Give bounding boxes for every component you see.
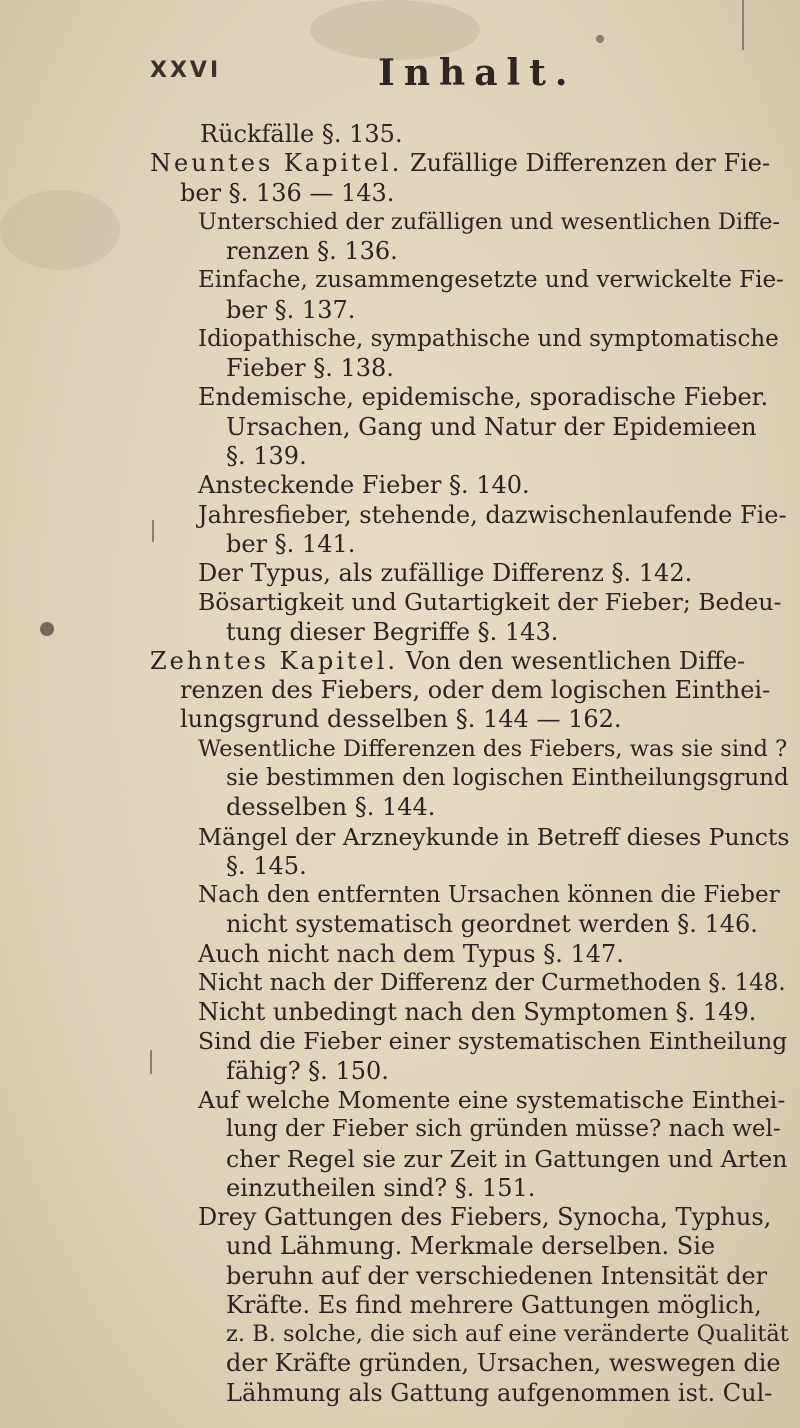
chapter-heading: Neuntes Kapitel. Zufällige Differenzen der Fie- [150,149,771,178]
toc-line: tung dieser Begriffe §. 143. [226,617,559,646]
toc-line: Nach den entfernten Ursachen können die Fieber [198,882,780,909]
toc-line: Kräfte. Es find mehrere Gattungen möglich, [226,1290,762,1319]
toc-line: Mängel der Arzneykunde in Betreff dieses Puncts [198,822,790,851]
toc-line: renzen §. 136. [226,237,398,266]
toc-line: Nicht unbedingt nach den Symptomen §. 149. [198,998,757,1027]
toc-line: lung der Fieber sich gründen müsse? nach wel- [226,1116,781,1143]
toc-line: §. 145. [226,851,307,880]
toc-line: beruhn auf der verschiedenen Intensität der [226,1261,768,1290]
toc-line: nicht systematisch geordnet werden §. 146. [226,910,758,939]
toc-line: Jahresfieber, stehende, dazwischenlaufende Fie- [198,500,787,529]
toc-line: Bösartigkeit und Gutartigkeit der Fieber; Bedeu- [198,588,782,617]
ink-speck-right [596,35,604,43]
toc-line: Lähmung als Gattung aufgenommen ist. Cul- [226,1378,773,1407]
chapter-heading: Zehntes Kapitel. Von den wesentlichen Diffe- [150,646,746,675]
toc-line: Nicht nach der Differenz der Curmethoden §. 148. [198,969,786,996]
toc-line: Auch nicht nach dem Typus §. 147. [198,939,624,968]
toc-line: desselben §. 144. [226,793,436,822]
toc-line: cher Regel sie zur Zeit in Gattungen und Arten [226,1144,788,1173]
toc-line: Wesentliche Differenzen des Fiebers, was sie sind ? [198,735,788,762]
stain-left-margin [0,190,120,270]
toc-line: ber §. 136 — 143. [180,178,395,207]
chapter-label: Zehntes Kapitel. [150,646,399,675]
toc-line: der Kräfte gründen, Ursachen, weswegen die [226,1349,781,1378]
toc-line: Rückfälle §. 135. [200,120,403,148]
toc-line: und Lähmung. Merkmale derselben. Sie [226,1232,716,1261]
toc-line: Unterschied der zufälligen und wesentlichen Diffe- [198,208,781,235]
toc-line: sie bestimmen den logischen Eintheilungsgrund [226,765,789,791]
toc-line: Sind die Fieber einer systematischen Eintheilung [198,1027,788,1056]
page-header [150,52,750,96]
toc-line: einzutheilen sind? §. 151. [226,1173,536,1202]
toc-line: renzen des Fiebers, oder dem logischen Einthei- [180,676,771,705]
chapter-label: Neuntes Kapitel. [150,149,403,178]
toc-line: fähig? §. 150. [226,1056,389,1085]
toc-line: ber §. 137. [226,295,356,324]
toc-line: z. B. solche, die sich auf eine veränderte Qualität [226,1321,789,1348]
toc-line: Drey Gattungen des Fiebers, Synocha, Typhus, [198,1203,772,1232]
margin-mark-1 [152,520,154,542]
margin-mark-2 [150,1050,152,1074]
toc-line: Endemische, epidemische, sporadische Fieber. [198,383,769,412]
toc-line: §. 139. [226,442,307,470]
stain-top [310,0,480,60]
ink-speck-left [40,622,54,636]
toc-line: Der Typus, als zufällige Differenz §. 142. [198,559,693,588]
toc-line: Einfache, zusammengesetzte und verwickelte Fie- [198,267,784,294]
margin-mark-3 [742,0,744,50]
toc-line: Idiopathische, sympathische und symptomatische [198,325,779,352]
toc-line: Ansteckende Fieber §. 140. [198,471,530,500]
running-title: Inhalt. [378,52,577,94]
page-number: XXVI [150,58,222,83]
toc-line: lungsgrund desselben §. 144 — 162. [180,705,622,734]
toc-line: Fieber §. 138. [226,354,394,383]
toc-line: ber §. 141. [226,529,356,558]
toc-line: Auf welche Momente eine systematische Einthei- [198,1086,786,1114]
toc-line: Ursachen, Gang und Natur der Epidemieen [226,412,757,441]
